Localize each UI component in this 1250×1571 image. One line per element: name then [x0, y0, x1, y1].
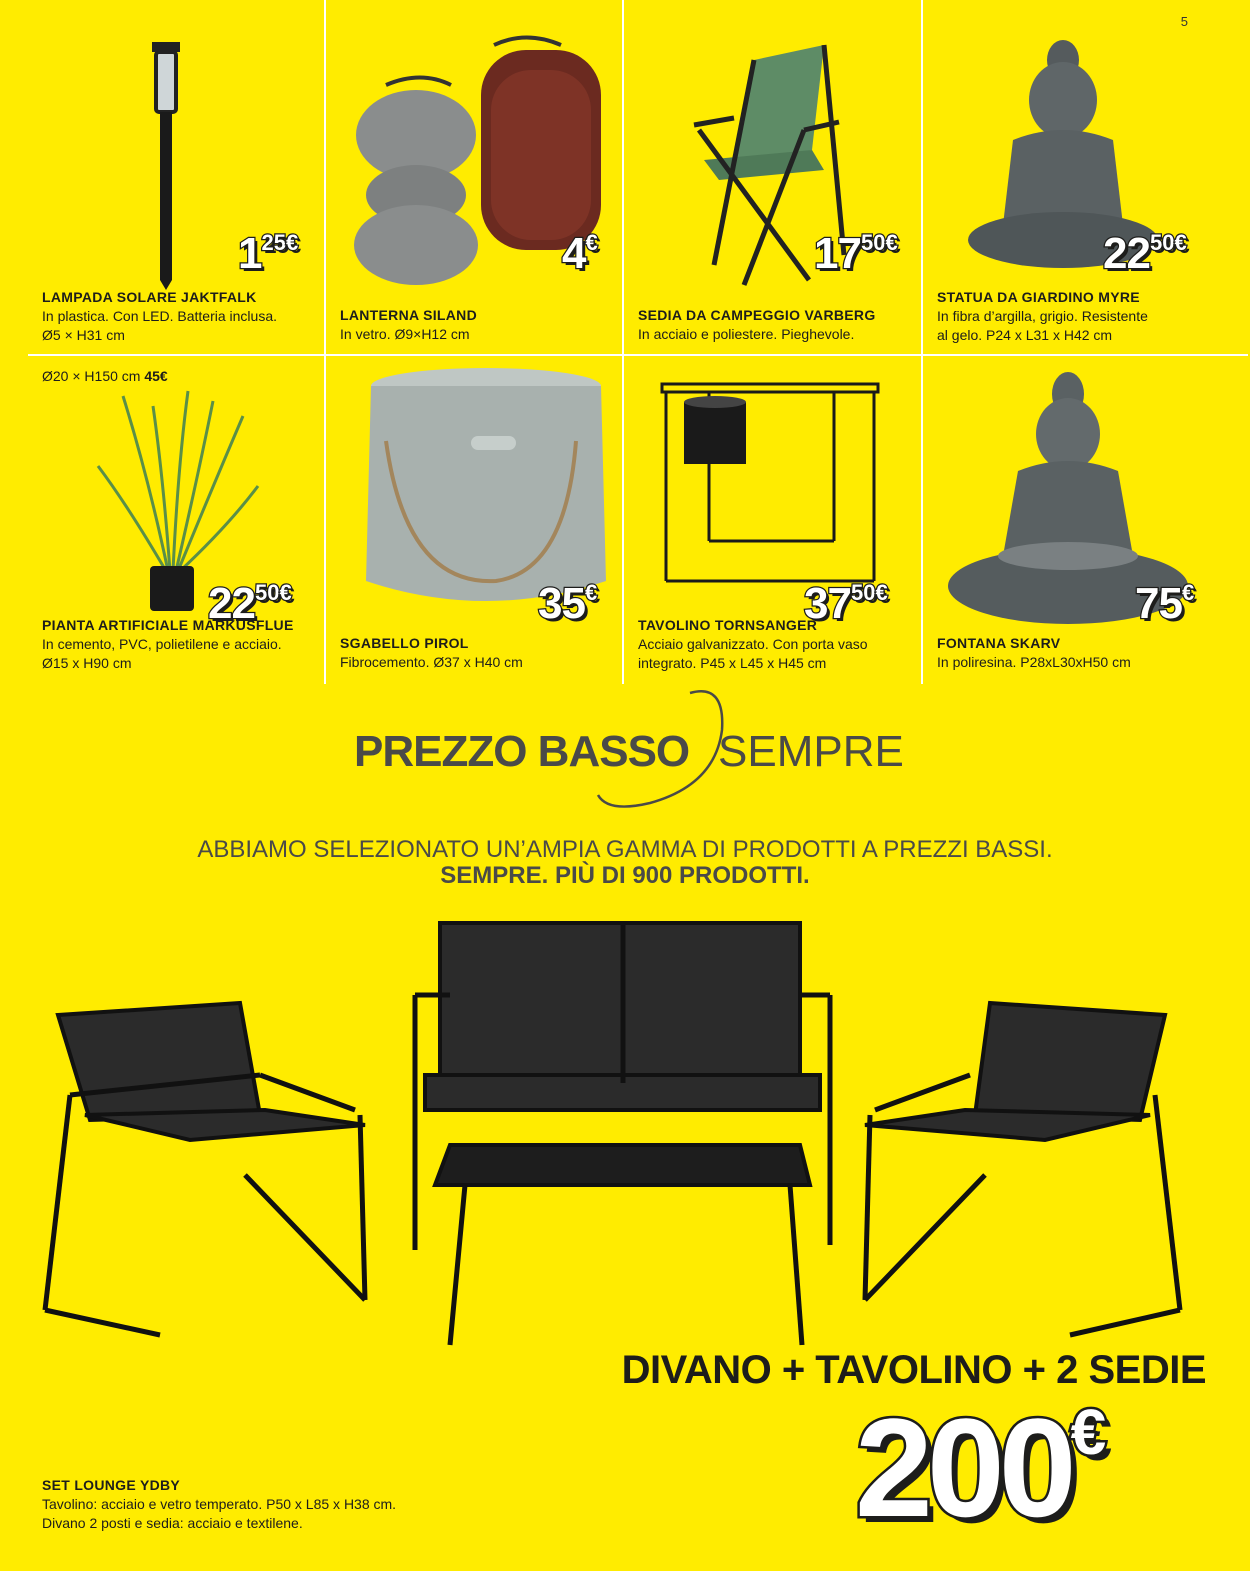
- logo-sub-text: SEMPRE: [718, 727, 904, 776]
- lounge-set-image: [30, 915, 1190, 1365]
- featured-info: [42, 1476, 396, 1533]
- product-card[interactable]: [326, 356, 624, 696]
- price-label: 3750€: [804, 579, 888, 628]
- product-grid: [28, 0, 1248, 684]
- product-desc: Ø5 × H31 cm: [42, 327, 125, 343]
- product-card[interactable]: [326, 0, 624, 340]
- product-card[interactable]: [923, 356, 1221, 696]
- featured-price: 200€: [855, 1389, 1107, 1546]
- price-label: 125€: [238, 229, 299, 278]
- product-name: PIANTA ARTIFICIALE MARKUSFLUE: [42, 617, 294, 633]
- tagline-bold: SEMPRE. PIÙ DI 900 PRODOTTI.: [440, 862, 810, 889]
- logo-main-text: PREZZO BASSO: [354, 727, 690, 776]
- product-card[interactable]: [923, 0, 1221, 343]
- featured-name: SET LOUNGE YDBY: [42, 1477, 181, 1493]
- product-desc: In vetro. Ø9×H12 cm: [340, 326, 470, 342]
- product-card[interactable]: [28, 356, 326, 696]
- product-desc: integrato. P45 x L45 x H45 cm: [638, 655, 827, 671]
- product-desc: Ø15 x H90 cm: [42, 655, 132, 671]
- product-card[interactable]: [624, 356, 922, 696]
- product-desc: In poliresina. P28xL30xH50 cm: [937, 654, 1131, 670]
- product-card[interactable]: [624, 0, 922, 340]
- product-desc: In plastica. Con LED. Batteria inclusa.: [42, 308, 278, 324]
- product-name: LANTERNA SILAND: [340, 307, 477, 323]
- prezzo-basso-logo: [350, 685, 910, 815]
- price-label: 35€: [538, 579, 598, 628]
- featured-desc: Divano 2 posti e sedia: acciaio e textilene.: [42, 1515, 303, 1531]
- product-desc: In fibra d’argilla, grigio. Resistente: [937, 308, 1148, 324]
- price-label: 75€: [1135, 579, 1195, 628]
- product-name: FONTANA SKARV: [937, 635, 1061, 651]
- price-label: 2250€: [1103, 229, 1187, 278]
- price-label: 2250€: [208, 579, 292, 628]
- featured-title: DIVANO + TAVOLINO + 2 SEDIE: [621, 1348, 1206, 1392]
- product-desc: al gelo. P24 x L31 x H42 cm: [937, 327, 1113, 343]
- price-label: 4€: [562, 229, 598, 278]
- product-name: LAMPADA SOLARE JAKTFALK: [42, 289, 257, 305]
- page-number: 5: [1180, 14, 1188, 29]
- product-name: SGABELLO PIROL: [340, 635, 469, 651]
- tagline: ABBIAMO SELEZIONATO UN’AMPIA GAMMA DI PRODOTTI A PREZZI BASSI.: [197, 836, 1053, 863]
- price-label: 1750€: [814, 229, 898, 278]
- product-desc: Fibrocemento. Ø37 x H40 cm: [340, 654, 523, 670]
- product-name: STATUA DA GIARDINO MYRE: [937, 289, 1140, 305]
- product-desc: Acciaio galvanizzato. Con porta vaso: [638, 636, 868, 652]
- product-name: TAVOLINO TORNSANGER: [638, 617, 818, 633]
- product-card[interactable]: [28, 0, 326, 343]
- product-desc: In cemento, PVC, polietilene e acciaio.: [42, 636, 282, 652]
- featured-desc: Tavolino: acciaio e vetro temperato. P50 x L85 x H38 cm.: [42, 1496, 397, 1512]
- product-name: SEDIA DA CAMPEGGIO VARBERG: [638, 307, 876, 323]
- extra-size-label: Ø20 × H150 cm 45€: [42, 368, 168, 384]
- product-desc: In acciaio e poliestere. Pieghevole.: [638, 326, 855, 342]
